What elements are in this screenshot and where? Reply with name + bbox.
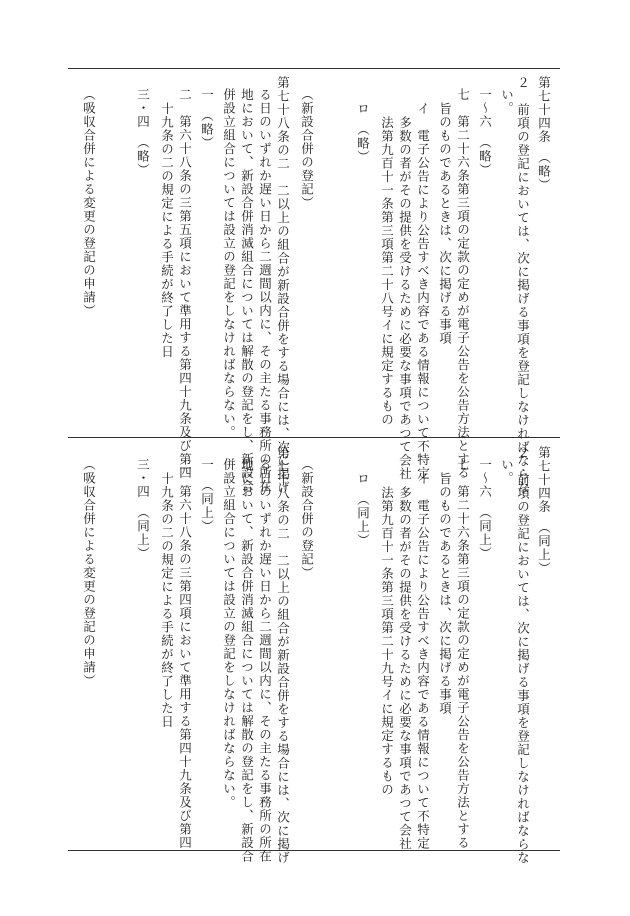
upper-item7-line1: 七 第二十六条第三項の定款の定めが電子公告を公告方法とする	[455, 88, 471, 480]
lower-item-i-line3: 法第九百十一条第三項第二十九号イに規定するもの	[379, 486, 395, 797]
lower-item-1: 一 （同上）	[199, 458, 215, 533]
upper-article78-line3: 地において、新設合併消滅組合については解散の登記をし、新設合	[239, 88, 255, 493]
lower-article78-line2: る日のいずれか遅い日から二週間以内に、その主たる事務所の所在	[257, 458, 273, 863]
lower-item-2-line2: 十九条の二の規定による手続が終了した日	[159, 472, 175, 729]
lower-item-i-line1: イ 電子公告により公告すべき内容である情報について不特定	[415, 472, 431, 850]
upper-items-1-6: 一〜六 （略）	[477, 88, 493, 177]
upper-para2-line1: ２ 前項の登記においては、次に掲げる事項を登記しなければならな	[515, 76, 531, 495]
upper-article74: 第七十四条 （略）	[536, 76, 552, 192]
lower-heading-absorb: （吸収合併による変更の登記の申請）	[81, 458, 97, 688]
upper-item-i-line1: イ 電子公告により公告すべき内容である情報について不特定	[415, 102, 431, 480]
lower-heading-78: （新設合併の登記）	[299, 458, 315, 580]
lower-article78-line3: 地において、新設合併消滅組合については解散の登記をし、新設合	[239, 458, 255, 863]
upper-item-i-line2: 多数の者がその提供を受けるために必要な事項であつて会社	[397, 116, 413, 481]
lower-item7-line1: 七 第二十六条第三項の定款の定めが電子公告を公告方法とする	[455, 458, 471, 850]
upper-article78-line1: 第七十八条の二 二以上の組合が新設合併をする場合には、次に掲げ	[275, 76, 291, 495]
lower-item7-line2: 旨のものであるときは、次に掲げる事項	[437, 472, 453, 715]
upper-heading-78: （新設合併の登記）	[299, 88, 315, 210]
lower-article78-line4: 併設立組合については設立の登記をしなければならない。	[221, 458, 237, 809]
lower-para2-line1: ２ 前項の登記においては、次に掲げる事項を登記しなければならな	[515, 446, 531, 865]
upper-item-2-line1: 二 第六十八条の三第五項において準用する第四十九条及び第四	[177, 88, 193, 480]
upper-item-1: 一 （略）	[199, 88, 215, 150]
lower-item-i-line2: 多数の者がその提供を受けるために必要な事項であつて会社	[397, 486, 413, 851]
upper-article78-line2: る日のいずれか遅い日から二週間以内に、その主たる事務所の所在	[257, 88, 273, 493]
lower-article74: 第七十四条 （同上）	[536, 446, 552, 575]
upper-item-ro: ロ （略）	[355, 102, 371, 164]
bottom-rule	[68, 850, 560, 851]
lower-item-ro: ロ （同上）	[355, 472, 371, 547]
top-rule	[68, 68, 560, 69]
lower-article78-line1: 第七十八条の二 二以上の組合が新設合併をする場合には、次に掲げ	[275, 446, 291, 865]
lower-items-3-4: 三・四 （同上）	[135, 458, 151, 560]
upper-item-i-line3: 法第九百十一条第三項第二十八号イに規定するもの	[379, 116, 395, 427]
middle-rule	[68, 437, 560, 438]
lower-items-1-6: 一〜六 （同上）	[477, 458, 493, 560]
upper-heading-absorb: （吸収合併による変更の登記の申請）	[81, 88, 97, 318]
lower-para2-line2: い。	[499, 458, 515, 485]
upper-item7-line2: 旨のものであるときは、次に掲げる事項	[437, 102, 453, 345]
upper-para2-line2: い。	[499, 88, 515, 115]
upper-article78-line4: 併設立組合については設立の登記をしなければならない。	[221, 88, 237, 439]
upper-items-3-4: 三・四 （略）	[135, 88, 151, 177]
upper-item-2-line2: 十九条の二の規定による手続が終了した日	[159, 102, 175, 359]
lower-item-2-line1: 二 第六十八条の三第四項において準用する第四十九条及び第四	[177, 458, 193, 850]
